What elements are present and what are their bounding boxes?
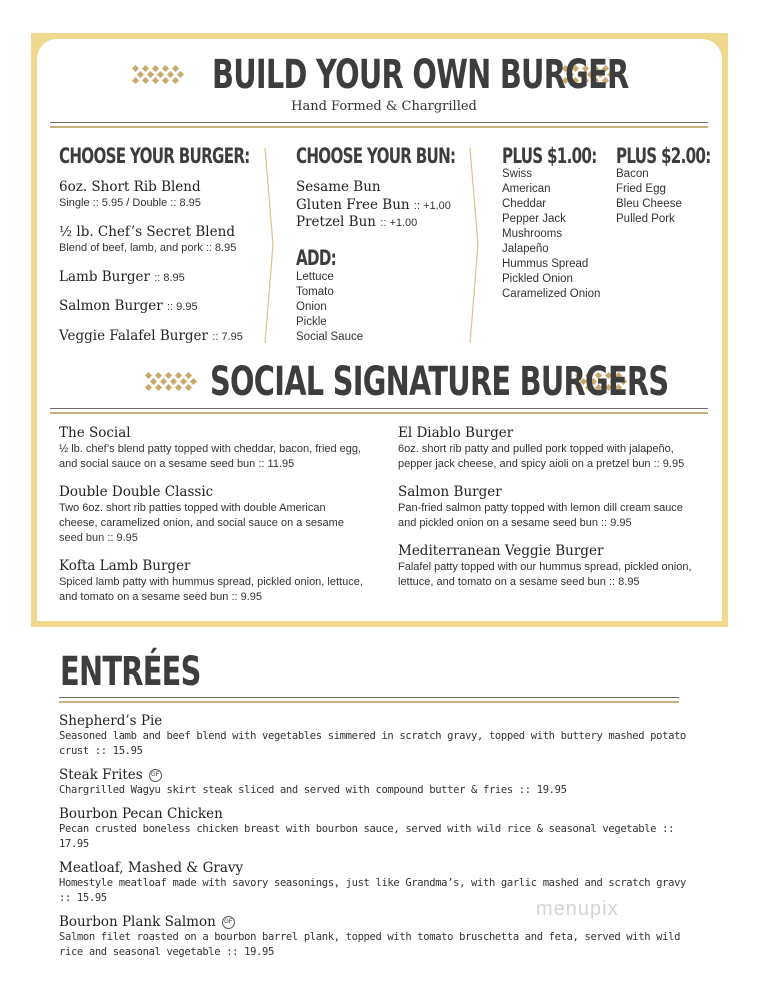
chevron-divider-2 bbox=[469, 148, 479, 343]
bun-item-name: Gluten Free Bun bbox=[296, 197, 410, 213]
signature-item-name: The Social bbox=[59, 425, 131, 441]
plus1-item: Swiss bbox=[502, 168, 533, 180]
add-list bbox=[296, 270, 363, 345]
diamond-dot bbox=[145, 384, 152, 391]
diamond-dot bbox=[162, 77, 169, 84]
signature-item bbox=[398, 484, 703, 531]
burger-item-price: :: 9.95 bbox=[166, 301, 198, 313]
burger-item-price: :: 7.95 bbox=[212, 331, 243, 343]
plus1-list bbox=[502, 167, 600, 302]
burger-item-detail: Single :: 5.95 / Double :: 8.95 bbox=[59, 197, 201, 209]
burger-item-name: Lamb Burger bbox=[59, 269, 150, 285]
entree-name: Shepherd’s Pie bbox=[59, 713, 163, 729]
entree-desc: Seasoned lamb and beef blend with vegetables simmered in scratch gravy, topped with buttery mashed potato crust :: 15.95 bbox=[59, 730, 687, 757]
signature-item-name: Salmon Burger bbox=[398, 484, 502, 500]
left-diamond-dots bbox=[133, 66, 185, 84]
diamond-dot bbox=[177, 71, 184, 78]
plus2-item: Bacon bbox=[616, 168, 649, 180]
add-item: Lettuce bbox=[296, 271, 334, 283]
diamond-dot bbox=[152, 65, 159, 72]
signature-item bbox=[398, 425, 703, 472]
plus1-item: Jalapeño bbox=[502, 243, 549, 255]
diamond-dot bbox=[175, 384, 182, 391]
plus2-list bbox=[616, 167, 682, 227]
entrees-title: ENTRÉES bbox=[60, 649, 201, 695]
plus2-item: Bleu Cheese bbox=[616, 198, 682, 210]
diamond-dot bbox=[190, 378, 197, 385]
signature-item-desc: 6oz. short rib patty and pulled pork topped with jalapeño, pepper jack cheese, and spicy aioli on a pretzel bun :: 9.95 bbox=[398, 443, 685, 470]
bun-item-name: Pretzel Bun bbox=[296, 214, 376, 230]
plus1-item: Caramelized Onion bbox=[502, 288, 601, 300]
signature-item-desc: Two 6oz. short rib patties topped with double American cheese, caramelized onion, and social sauce on a sesame seed bun :: 9.95 bbox=[59, 502, 344, 544]
entree-desc: Pecan crusted boneless chicken breast with bourbon sauce, served with wild rice & seasonal vegetable :: 17.95 bbox=[59, 823, 675, 850]
diamond-dot bbox=[160, 378, 167, 385]
diamond-dot bbox=[152, 77, 159, 84]
plus1-item: American bbox=[502, 183, 551, 195]
signature-rule-2 bbox=[50, 412, 708, 414]
plus1-item: Pepper Jack bbox=[502, 213, 566, 225]
diamond-dot bbox=[132, 77, 139, 84]
diamond-dot bbox=[142, 77, 149, 84]
choose-burger-heading: CHOOSE YOUR BURGER: bbox=[59, 144, 250, 168]
signature-title: SOCIAL SIGNATURE BURGERS bbox=[210, 359, 669, 405]
build-rule-1 bbox=[50, 122, 708, 123]
diamond-dot bbox=[150, 378, 157, 385]
diamond-dot bbox=[162, 65, 169, 72]
signature-item-name: El Diablo Burger bbox=[398, 425, 514, 441]
signature-item-desc: Pan-fried salmon patty topped with lemon dill cream sauce and pickled onion on a sesame seed bun :: 9.95 bbox=[398, 502, 683, 529]
entree-desc: Homestyle meatloaf made with savory seasonings, just like Grandma’s, with garlic mashed and scratch gravy :: 15.95 bbox=[59, 877, 687, 904]
signature-item bbox=[59, 484, 364, 546]
build-rule-2 bbox=[50, 126, 708, 128]
entree-name: Bourbon Pecan Chicken bbox=[59, 806, 223, 822]
bun-item bbox=[296, 214, 417, 230]
bun-item-price: :: +1.00 bbox=[413, 200, 451, 212]
bun-item-name: Sesame Bun bbox=[296, 179, 381, 195]
diamond-dot bbox=[165, 384, 172, 391]
plus2-item: Fried Egg bbox=[616, 183, 666, 195]
burger-item bbox=[59, 328, 243, 344]
plus1-item: Mushrooms bbox=[502, 228, 563, 240]
signature-item-name: Double Double Classic bbox=[59, 484, 214, 500]
entrees-rule-2 bbox=[59, 701, 679, 703]
diamond-dot bbox=[157, 71, 164, 78]
diamond-dot bbox=[170, 378, 177, 385]
burger-item-name: Salmon Burger bbox=[59, 298, 163, 314]
add-item: Social Sauce bbox=[296, 331, 364, 343]
entree-item bbox=[59, 767, 699, 798]
diamond-dot bbox=[145, 372, 152, 379]
add-item: Tomato bbox=[296, 286, 334, 298]
signature-item-name: Kofta Lamb Burger bbox=[59, 558, 191, 574]
watermark: menupix bbox=[536, 898, 619, 920]
burger-item-detail: Blend of beef, lamb, and pork :: 8.95 bbox=[59, 242, 237, 254]
build-subtitle: Hand Formed & Chargrilled bbox=[291, 99, 477, 114]
diamond-dot bbox=[142, 65, 149, 72]
signature-item-desc: Spiced lamb patty with hummus spread, pickled onion, lettuce, and tomato on a sesame seed bun :: 9.95 bbox=[59, 576, 363, 603]
diamond-dot bbox=[172, 77, 179, 84]
add-heading: ADD: bbox=[296, 246, 336, 270]
add-item: Onion bbox=[296, 301, 327, 313]
burger-item-price: :: 8.95 bbox=[154, 272, 185, 284]
left-diamond-dots bbox=[146, 373, 198, 391]
diamond-dot bbox=[165, 372, 172, 379]
bun-item bbox=[296, 179, 381, 195]
chevron-divider-1 bbox=[264, 148, 274, 343]
signature-item bbox=[398, 543, 703, 590]
burger-item-name: 6oz. Short Rib Blend bbox=[59, 179, 201, 195]
diamond-dot bbox=[155, 372, 162, 379]
plus1-heading: PLUS $1.00: bbox=[502, 144, 597, 168]
plus2-heading: PLUS $2.00: bbox=[616, 144, 711, 168]
entree-name-row bbox=[59, 713, 699, 729]
build-title: BUILD YOUR OWN BURGER bbox=[212, 52, 629, 98]
diamond-dot bbox=[132, 65, 139, 72]
entrees-rule-1 bbox=[59, 697, 679, 698]
entree-desc: Chargrilled Wagyu skirt steak sliced and served with compound butter & fries :: 19.95 bbox=[59, 784, 567, 796]
plus2-item: Pulled Pork bbox=[616, 213, 675, 225]
entree-name-row bbox=[59, 806, 699, 822]
diamond-dot bbox=[185, 372, 192, 379]
entree-name: Meatloaf, Mashed & Gravy bbox=[59, 860, 244, 876]
bun-item bbox=[296, 197, 451, 213]
plus1-item: Pickled Onion bbox=[502, 273, 573, 285]
plus1-item: Hummus Spread bbox=[502, 258, 589, 270]
entree-name: Steak Frites bbox=[59, 767, 143, 783]
signature-left-column bbox=[59, 425, 364, 617]
burger-item-name: ½ lb. Chef’s Secret Blend bbox=[59, 224, 235, 240]
entree-item bbox=[59, 713, 699, 759]
signature-item bbox=[59, 558, 364, 605]
diamond-dot bbox=[167, 71, 174, 78]
diamond-dot bbox=[185, 384, 192, 391]
entrees-list bbox=[59, 713, 699, 968]
diamond-dot bbox=[175, 372, 182, 379]
entree-name: Bourbon Plank Salmon bbox=[59, 914, 216, 930]
gluten-free-icon: GF bbox=[222, 916, 235, 929]
bun-item-price: :: +1.00 bbox=[380, 217, 418, 229]
choose-bun-heading: CHOOSE YOUR BUN: bbox=[296, 144, 456, 168]
burger-item-name: Veggie Falafel Burger bbox=[59, 328, 208, 344]
signature-item-desc: Falafel patty topped with our hummus spread, pickled onion, lettuce, and tomato on a sesame seed bun :: 8.95 bbox=[398, 561, 692, 588]
diamond-dot bbox=[137, 71, 144, 78]
signature-item-name: Mediterranean Veggie Burger bbox=[398, 543, 604, 559]
add-item: Pickle bbox=[296, 316, 327, 328]
gluten-free-icon: GF bbox=[149, 769, 162, 782]
entree-name-row bbox=[59, 767, 699, 783]
diamond-dot bbox=[147, 71, 154, 78]
signature-item-desc: ½ lb. chef’s blend patty topped with cheddar, bacon, fried egg, and social sauce on a sesame seed bun :: 11.95 bbox=[59, 443, 362, 470]
entree-desc: Salmon filet roasted on a bourbon barrel plank, topped with tomato bruschetta and feta, served with wild rice and seasonal vegetable :: 19.95 bbox=[59, 931, 681, 958]
diamond-dot bbox=[180, 378, 187, 385]
signature-item bbox=[59, 425, 364, 472]
plus1-item: Cheddar bbox=[502, 198, 547, 210]
signature-rule-1 bbox=[50, 408, 708, 409]
diamond-dot bbox=[155, 384, 162, 391]
diamond-dot bbox=[172, 65, 179, 72]
entree-name-row bbox=[59, 860, 699, 876]
burger-item bbox=[59, 298, 198, 314]
entree-item bbox=[59, 806, 699, 852]
signature-right-column bbox=[398, 425, 703, 602]
burger-item bbox=[59, 269, 185, 285]
